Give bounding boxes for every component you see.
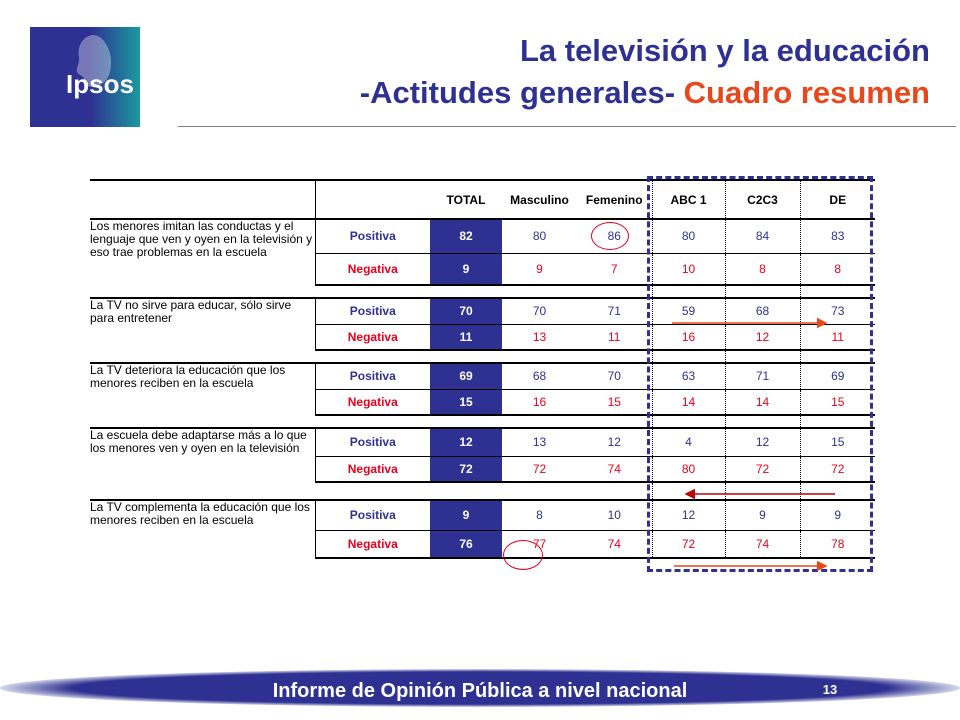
ipsos-logo (30, 27, 140, 127)
value-cell: 8 (800, 253, 875, 285)
label-negativa: Negativa (315, 253, 430, 285)
value-cell: 72 (502, 456, 577, 482)
value-cell: 9 (502, 253, 577, 285)
value-cell: 14 (652, 389, 725, 415)
value-cell: 78 (800, 530, 875, 558)
table-row (90, 219, 875, 253)
value-cell: 15 (577, 389, 652, 415)
statement-1: Los menores imitan las conductas y el lenguaje que ven y oyen en la televisión y eso trae problemas en la escuela (90, 219, 315, 285)
statement-5: La TV complementa la educación que los menores reciben en la escuela (90, 500, 315, 558)
value-cell: 69 (800, 363, 875, 389)
table-row (90, 428, 875, 456)
value-cell: 80 (652, 219, 725, 253)
total-value: 9 (430, 253, 502, 285)
value-cell: 84 (725, 219, 800, 253)
value-cell: 12 (725, 428, 800, 456)
logo-text: Ipsos (66, 69, 134, 99)
value-cell: 80 (652, 456, 725, 482)
statement-3: La TV deteriora la educación que los menores reciben en la escuela (90, 363, 315, 415)
value-cell: 77 (502, 530, 577, 558)
value-cell: 74 (577, 456, 652, 482)
value-cell: 70 (502, 298, 577, 324)
value-cell: 73 (800, 298, 875, 324)
total-value: 11 (430, 324, 502, 350)
value-cell: 71 (577, 298, 652, 324)
total-value: 76 (430, 530, 502, 558)
value-cell: 9 (725, 500, 800, 530)
value-cell: 80 (502, 219, 577, 253)
value-cell: 10 (577, 500, 652, 530)
value-cell: 71 (725, 363, 800, 389)
value-cell: 72 (800, 456, 875, 482)
label-negativa: Negativa (315, 456, 430, 482)
label-negativa: Negativa (315, 530, 430, 558)
value-cell: 72 (725, 456, 800, 482)
slide-title (360, 30, 930, 114)
header-abc1: ABC 1 (652, 180, 725, 219)
value-cell: 63 (652, 363, 725, 389)
value-cell: 11 (800, 324, 875, 350)
total-value: 15 (430, 389, 502, 415)
value-cell: 11 (577, 324, 652, 350)
value-cell: 8 (725, 253, 800, 285)
total-value: 69 (430, 363, 502, 389)
header-femenino: Femenino (577, 180, 652, 219)
label-negativa: Negativa (315, 324, 430, 350)
header-masculino: Masculino (502, 180, 577, 219)
value-cell: 74 (577, 530, 652, 558)
value-cell: 7 (577, 253, 652, 285)
title-divider (178, 126, 956, 127)
header-c2c3: C2C3 (725, 180, 800, 219)
value-cell: 74 (725, 530, 800, 558)
label-positiva: Positiva (315, 363, 430, 389)
total-value: 9 (430, 500, 502, 530)
table-row (90, 500, 875, 530)
statement-2: La TV no sirve para educar, sólo sirve para entretener (90, 298, 315, 350)
value-cell: 16 (502, 389, 577, 415)
title-subtitle: -Actitudes generales- (359, 75, 676, 110)
value-cell: 68 (725, 298, 800, 324)
title-line1: La televisión y la educación (519, 33, 930, 68)
value-cell: 16 (652, 324, 725, 350)
value-cell: 15 (800, 428, 875, 456)
value-cell: 83 (800, 219, 875, 253)
value-cell: 12 (577, 428, 652, 456)
value-cell: 15 (800, 389, 875, 415)
label-positiva: Positiva (315, 298, 430, 324)
label-positiva: Positiva (315, 428, 430, 456)
value-cell: 12 (725, 324, 800, 350)
total-value: 12 (430, 428, 502, 456)
label-negativa: Negativa (315, 389, 430, 415)
header-category (315, 180, 430, 219)
value-cell: 13 (502, 428, 577, 456)
value-cell: 9 (800, 500, 875, 530)
label-positiva: Positiva (315, 219, 430, 253)
value-cell: 12 (652, 500, 725, 530)
total-value: 82 (430, 219, 502, 253)
header-de: DE (800, 180, 875, 219)
value-cell: 68 (502, 363, 577, 389)
label-positiva: Positiva (315, 500, 430, 530)
value-cell: 13 (502, 324, 577, 350)
value-cell: 10 (652, 253, 725, 285)
value-cell: 59 (652, 298, 725, 324)
page-number: 13 (822, 682, 838, 697)
title-line2 (360, 72, 930, 114)
table-row (90, 298, 875, 324)
footer-title: Informe de Opinión Pública a nivel nacional (272, 680, 688, 702)
total-value: 72 (430, 456, 502, 482)
table-row (90, 363, 875, 389)
value-cell: 4 (652, 428, 725, 456)
header-blank (90, 180, 315, 219)
header-total: TOTAL (430, 180, 502, 219)
header-row (90, 180, 875, 219)
value-cell: 72 (652, 530, 725, 558)
value-cell: 86 (577, 219, 652, 253)
title-accent: Cuadro resumen (683, 75, 930, 110)
statement-4: La escuela debe adaptarse más a lo que los menores ven y oyen en la televisión (90, 428, 315, 482)
summary-table (90, 179, 875, 559)
value-cell: 70 (577, 363, 652, 389)
total-value: 70 (430, 298, 502, 324)
value-cell: 14 (725, 389, 800, 415)
value-cell: 8 (502, 500, 577, 530)
